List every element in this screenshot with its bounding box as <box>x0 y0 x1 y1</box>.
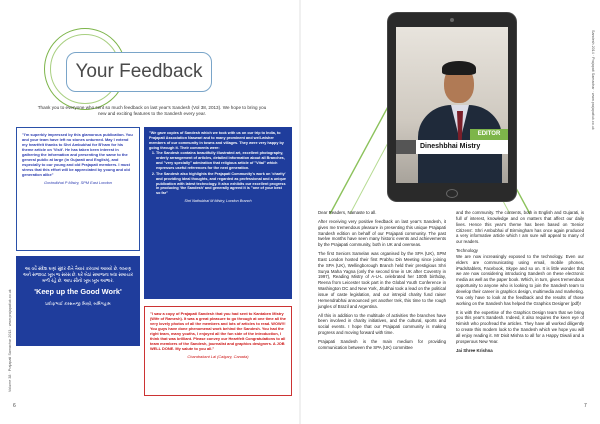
sign-off: Jai Shree Krishna <box>456 347 493 353</box>
camera-icon <box>450 18 454 22</box>
paragraph: It is with the expertise of the Graphics Design team that we bring you this year's Sandesh. Indeed, it also requires the keen eye of Nimish who proofread the articles. They have all worked diligently to create this modern look to the Sandesh which we hope you will all enjoy reading it. Mr Dixit Mishra to all for a Happy Diwali and a prosperous New Year. <box>456 309 584 344</box>
feedback-signature: Govindbhai P Mistry, SPM East London <box>44 180 112 186</box>
paragraph: Prajapati Sandesh is the main medium for providing communication between the SPA (UK) committee <box>318 338 446 350</box>
page-gutter <box>299 0 301 424</box>
slogan-text: 'Keep up the Good Work' <box>34 286 122 296</box>
gujarati-feedback-text: આ વર્ષે સંદેશ ઘણાં સુંદર રીતે તૈયાર કરવામાં આવ્યો છે. લખાણ અને સજાવટ ખૂબ જ સરસ છે. ઘરે બેઠાં સમાજના બધા સમાચાર મળી રહે છે. આપ સૌનો ખૂબ ખૂબ આભાર. <box>22 266 133 284</box>
paragraph: and the community. The contents, both in English and Gujarati, is full of interest, knowledge and on matters that affect our daily lives. Hence this year's theme has been based on 'Senior Citizens'. Shri Ambubhai of Birmingham has once again produced a very informative article which I am sure will appeal to many of our readers. <box>456 210 584 245</box>
left-page-number: 6 <box>13 403 16 409</box>
feedback-signature: Chandrakant Lal (Calgary, Canada) <box>187 354 249 360</box>
paragraph: Dear Readers, Namaste to all. <box>318 210 377 215</box>
section-heading: Technology <box>456 248 478 254</box>
editorial-column-1 <box>318 210 446 354</box>
feedback-list <box>156 151 287 197</box>
page-title: Your Feedback <box>75 61 203 82</box>
left-vertical-folio: Volume 38 · Prajapati Samachar 2013 · www.prajapatiuk.co.uk <box>8 289 12 392</box>
list-item: 2. The Sandesh also highlights the Prajapati Community's work on 'charity' and providing ideal thoughts, and regarded as professional and a unique publication with latest technology. It also exhibits our excellent progress in producing 'the Sandesh' and generally agreed it is "one of your best so far" <box>156 172 287 197</box>
feedback-text: "I saw a copy of Prajapati Sandesh that you had sent to Kantaben Mistry (Wife of Ramesh). It was a great pleasure to go through at one time all the very lovely photos of all the members and lots of articles to read. WOW!!! You guys have done phenomenal work behind the Sandesh. You had the right team, many youths, I enjoyed all the fun side of the introduction, I think that was brilliant. Please convey our Heartfelt Congratulations to all team members of the Sandesh, journalist and graphics designers. A JOB WELL DONE. My salute to you all." <box>150 311 286 352</box>
feedback-box-1 <box>16 127 140 251</box>
list-item: 1. The Sandesh contains beautifully illustrated art, excellent photography, orderly arrangement of articles, detailed information about all Branches, and "very specially" admiration that religious article of "Vital" which expresses useful references for the next generation. <box>156 151 287 171</box>
editor-name: Dineshbhai Mistry <box>420 143 481 150</box>
paragraph: All this in addition to the multitude of activities the branches have been involved in charity initiatives, and the cultural, sports and social events. I hope that our Prajapati community is making progress and moving forward with time. <box>318 312 446 336</box>
feedback-signature: પ્રવીણભાઈ કરસનજી મિસ્ત્રી, બર્મિંગહામ <box>45 300 111 306</box>
paragraph: We are now increasingly exposed to the technology. Even our elders are communicating using email, mobile phones, iPads/tablets, Facebook, Skype and so on. It is little wonder that we are now considering introducing Sandesh on these electronic media as well as the paper book. Which, in turn, gives tremendous opportunity to anyone who is looking to join the Sandesh team to develop their career in graphics design, multimedia and marketing. You only have to look at the feedback and the results of those working on the Sandesh has helped the Graphics Designer (pdf)! <box>456 253 584 306</box>
editorial-column-2 <box>456 210 584 356</box>
paragraph: The first Seniors Samelan was organised by the SPA (UK), SPM East London hosted their first Prabhu Din Meeting since joining the SPA (UK), Wellingborough Branch held their prestigious Shri Surya Maha Yagna (only the second time in UK after Coventry in 1997), Reading Mistry of A-U-L celebrated her 100th birthday, Reena from Leicester took part in the Global Youth Conference in Washington DC and New York, Jitubhai took a lead on the political issue of caste legislation, and our intrepid charity fund raiser Hemendrabhai announced yet another trek, this time to the rough jungles of Brazil and Argentina. <box>318 251 446 309</box>
feedback-signature: Shri Nathubhai M Mistry, London Branch <box>184 199 252 204</box>
feedback-box-2 <box>144 127 292 299</box>
feedback-box-4 <box>144 306 292 396</box>
home-button-icon <box>446 189 458 198</box>
editor-name-bar <box>396 140 508 154</box>
page-heading-box <box>66 52 212 92</box>
right-page-number: 7 <box>584 403 587 409</box>
intro-text: Thank you to everyone who sent so much feedback on last year's Sandesh (Vol 38, 2013). We hope to bring you new and exciting features to the Sandesh every year. <box>37 105 267 117</box>
right-vertical-folio: Sandesh 2014 · Prajapati Samachar · www.prajapatiuk.co.uk <box>591 30 595 130</box>
paragraph: After receiving very positive feedback on last year's Sandesh, it gives me tremendous pleasure in presenting this unique Prajapati Sandesh edition on behalf of our Prajapati community. The past twelve months have seen many historic events and achievements by the Prajapati community, both in UK and overseas. <box>318 218 446 248</box>
tablet-frame <box>388 13 516 201</box>
feedback-text: "We gave copies of Sandesh which we took with us on our trip to India, to Prajapati Association Naswari and to many prominent and well-wisher members of our community in towns and villages. They were very happy by going through it. Their comments were: <box>149 131 284 150</box>
feedback-text: "I'm superbly impressed by this glamorous publication. You and your team have left no stones unturned. May I extend my heartfelt thanks to Shri Ambubhai for B'ham for his theme article on 'Visit'. He has taken keen interest in gathering the information and presenting the same to the general public at large (in Gujarati and English), and especially to our young and old Prajapati members. I must stress that this effort will be appreciated by young and old generation alike" <box>22 132 133 178</box>
editor-photo <box>396 27 508 183</box>
editor-label: EDITOR <box>470 129 508 140</box>
feedback-box-3 <box>16 256 140 346</box>
